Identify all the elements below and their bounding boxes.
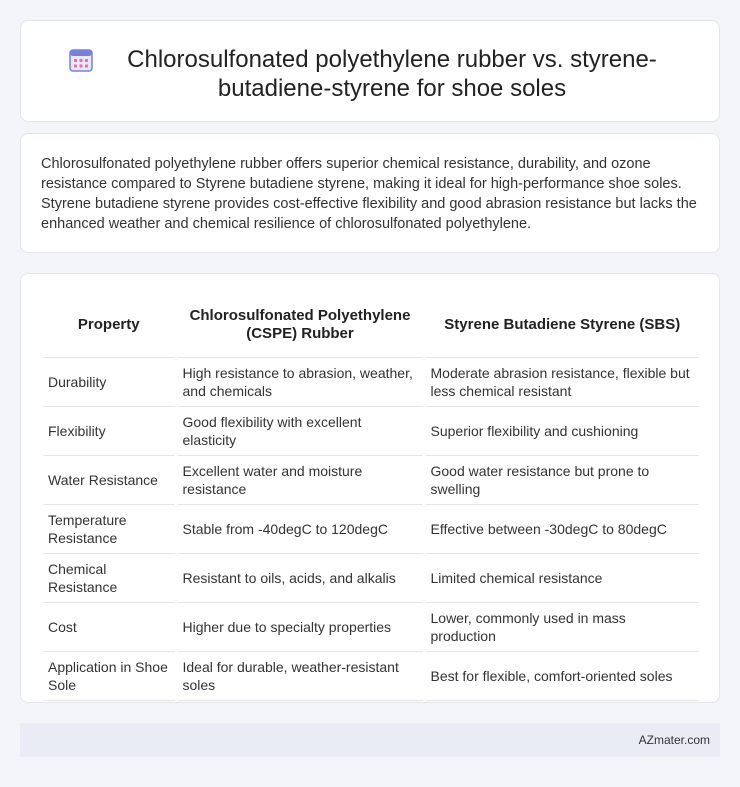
summary-text: Chlorosulfonated polyethylene rubber offers superior chemical resistance, durability, and ozone resistance compared to Styrene butadiene styrene, making it ideal for high-performance shoe soles. Styrene butadiene styrene provides cost-effective flexibility and good abrasion resistance but lacks the enhanced weather and chemical resilience of chlorosulfonated polyethylene. (41, 156, 697, 232)
cspe-cell: Stable from -40degC to 120degC (176, 504, 424, 553)
cspe-cell: Ideal for durable, weather-resistant soles (176, 651, 424, 700)
cspe-cell: Resistant to oils, acids, and alkalis (176, 553, 424, 602)
title-card (20, 20, 720, 122)
comparison-table (43, 294, 699, 701)
table-row (43, 602, 699, 651)
header-sbs: Styrene Butadiene Styrene (SBS) (424, 294, 699, 357)
sbs-cell: Best for flexible, comfort-oriented soles (424, 651, 699, 700)
table-card (20, 273, 720, 703)
cspe-cell: Excellent water and moisture resistance (176, 455, 424, 504)
header-cspe: Chlorosulfonated Polyethylene (CSPE) Rubber (176, 294, 424, 357)
sbs-cell: Good water resistance but prone to swelling (424, 455, 699, 504)
header-property: Property (43, 294, 176, 357)
property-cell: Chemical Resistance (43, 553, 176, 602)
table-row (43, 553, 699, 602)
sbs-cell: Superior flexibility and cushioning (424, 406, 699, 455)
table-row (43, 357, 699, 406)
table-row (43, 504, 699, 553)
property-cell: Cost (43, 602, 176, 651)
table-row (43, 455, 699, 504)
summary-card (20, 133, 720, 253)
cspe-cell: Higher due to specialty properties (176, 602, 424, 651)
table-row (43, 406, 699, 455)
cspe-cell: High resistance to abrasion, weather, and chemicals (176, 357, 424, 406)
title-row (21, 45, 719, 103)
sbs-cell: Effective between -30degC to 80degC (424, 504, 699, 553)
property-cell: Flexibility (43, 406, 176, 455)
sbs-cell: Limited chemical resistance (424, 553, 699, 602)
page-title: Chlorosulfonated polyethylene rubber vs. styrene-butadiene-styrene for shoe soles (127, 46, 657, 102)
table-row (43, 651, 699, 700)
property-cell: Temperature Resistance (43, 504, 176, 553)
footer-bar (20, 723, 720, 757)
table-header-row (43, 294, 699, 357)
sbs-cell: Lower, commonly used in mass production (424, 602, 699, 651)
property-cell: Water Resistance (43, 455, 176, 504)
footer-site-link[interactable]: AZmater.com (638, 733, 710, 747)
sbs-cell: Moderate abrasion resistance, flexible but less chemical resistant (424, 357, 699, 406)
cspe-cell: Good flexibility with excellent elasticity (176, 406, 424, 455)
property-cell: Application in Shoe Sole (43, 651, 176, 700)
property-cell: Durability (43, 357, 176, 406)
calendar-icon (68, 47, 94, 73)
